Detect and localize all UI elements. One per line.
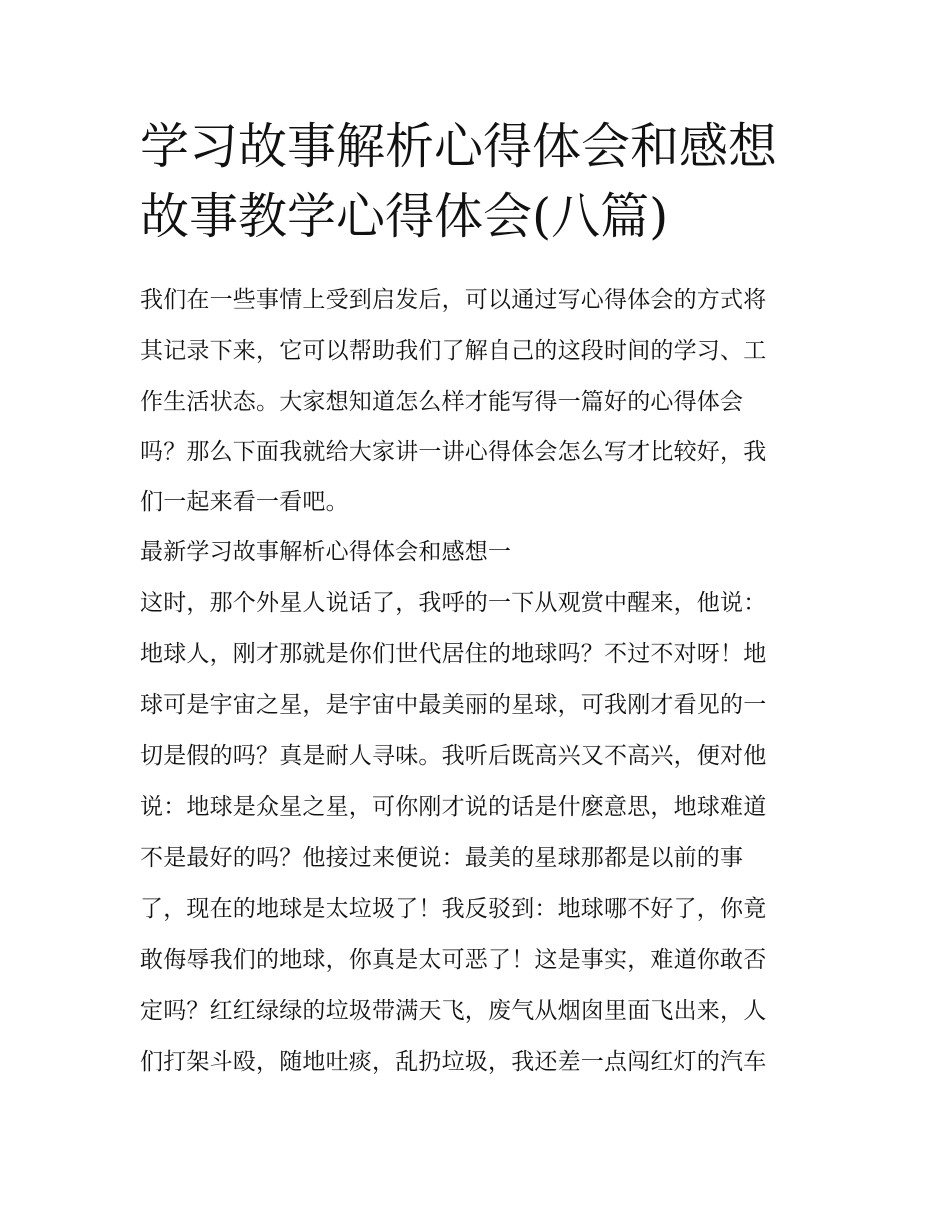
document-title <box>140 112 840 252</box>
story-paragraph-line-10: 们打架斗殴，随地吐痰，乱扔垃圾，我还差一点闯红灯的汽车 <box>140 1049 767 1075</box>
title-line-2: 故事教学心得体会(八篇) <box>140 188 669 245</box>
story-paragraph-line-3: 球可是宇宙之星，是宇宙中最美丽的星球，可我刚才看见的一 <box>140 692 767 718</box>
intro-paragraph-line-3: 作生活状态。大家想知道怎么样才能写得一篇好的心得体会 <box>140 389 744 415</box>
intro-paragraph-line-4: 吗？那么下面我就给大家讲一讲心得体会怎么写才比较好，我 <box>140 439 767 465</box>
intro-paragraph-line-5: 们一起来看一看吧。 <box>140 489 349 515</box>
story-paragraph-line-7: 了，现在的地球是太垃圾了！我反驳到：地球哪不好了，你竟 <box>140 896 767 922</box>
story-paragraph-line-8: 敢侮辱我们的地球，你真是太可恶了！这是事实，难道你敢否 <box>140 947 767 973</box>
title-line-1: 学习故事解析心得体会和感想 <box>140 118 778 175</box>
intro-paragraph-line-2: 其记录下来，它可以帮助我们了解自己的这段时间的学习、工 <box>140 338 767 364</box>
section-heading: 最新学习故事解析心得体会和感想一 <box>140 539 512 565</box>
story-paragraph-line-4: 切是假的吗？真是耐人寻味。我听后既高兴又不高兴，便对他 <box>140 743 767 769</box>
story-paragraph-line-6: 不是最好的吗？他接过来便说：最美的星球那都是以前的事 <box>140 845 744 871</box>
intro-paragraph-line-1: 我们在一些事情上受到启发后，可以通过写心得体会的方式将 <box>140 287 767 313</box>
story-paragraph-line-9: 定吗？红红绿绿的垃圾带满天飞，废气从烟囱里面飞出来，人 <box>140 998 767 1024</box>
story-paragraph-line-2: 地球人，刚才那就是你们世代居住的地球吗？不过不对呀！地 <box>140 641 767 667</box>
story-paragraph-line-1: 这时，那个外星人说话了，我呼的一下从观赏中醒来，他说： <box>140 590 767 616</box>
story-paragraph-line-5: 说：地球是众星之星，可你刚才说的话是什麽意思，地球难道 <box>140 794 767 820</box>
